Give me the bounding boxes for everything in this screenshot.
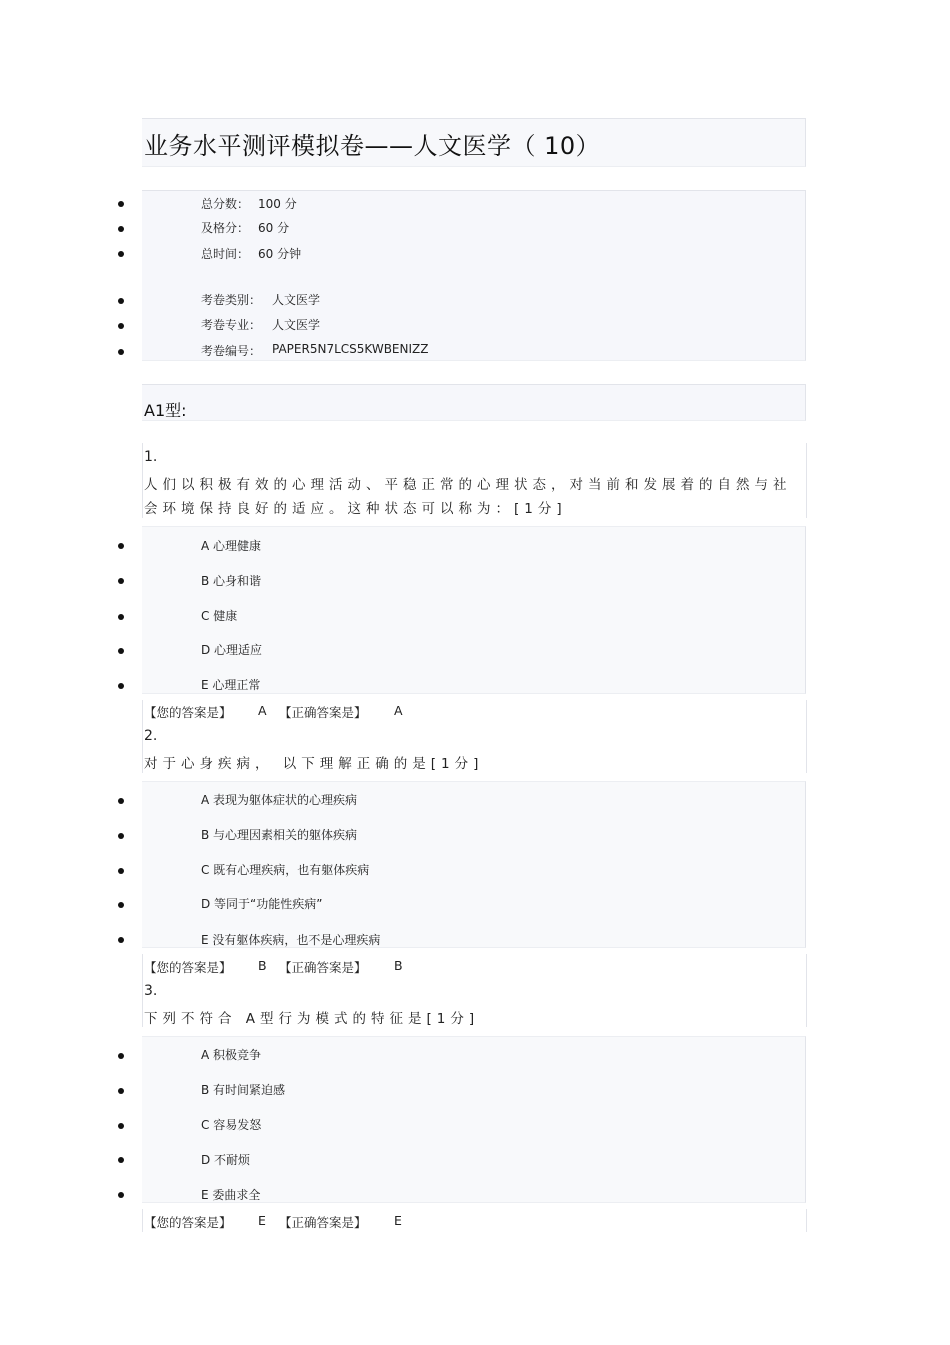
your-answer-label: 【您的答案是】 bbox=[144, 1215, 232, 1230]
bullet bbox=[118, 648, 124, 654]
page-title: 业务水平测评模拟卷——人文医学（ 10） bbox=[144, 132, 601, 160]
question-text: 人们以积极有效的心理活动、平稳正常的心理状态，对当前和发展着的自然与社 bbox=[144, 477, 792, 493]
option-b[interactable]: B 有时间紧迫感 bbox=[201, 1083, 286, 1097]
category-label: 考卷类别： bbox=[201, 293, 262, 307]
divider bbox=[142, 1209, 143, 1232]
option-d[interactable]: D 心理适应 bbox=[201, 643, 263, 657]
bullet bbox=[118, 833, 124, 839]
category-value: 人文医学 bbox=[272, 293, 321, 307]
total-time-value: 60 分钟 bbox=[258, 247, 302, 261]
bullet bbox=[118, 683, 124, 689]
option-a[interactable]: A 表现为躯体症状的心理疾病 bbox=[201, 793, 358, 807]
correct-answer-value: E bbox=[394, 1213, 402, 1228]
your-answer-value: A bbox=[258, 703, 267, 718]
bullet bbox=[118, 868, 124, 874]
bullet bbox=[118, 937, 124, 943]
bullet bbox=[118, 1088, 124, 1094]
your-answer-value: E bbox=[258, 1213, 266, 1228]
question-text: 下列不符合 A型行为模式的特征是[1分] bbox=[144, 1011, 480, 1027]
correct-answer-label: 【正确答案是】 bbox=[279, 960, 367, 975]
pass-score-label: 及格分： bbox=[201, 221, 250, 235]
question-text: 会环境保持良好的适应。这种状态可以称为：[1分] bbox=[144, 501, 567, 517]
option-a[interactable]: A 积极竞争 bbox=[201, 1048, 262, 1062]
divider bbox=[806, 1209, 807, 1232]
bullet bbox=[118, 798, 124, 804]
option-b[interactable]: B 心身和谐 bbox=[201, 574, 262, 588]
question-text: 对于心身疾病， 以下理解正确的是[1分] bbox=[144, 756, 484, 772]
your-answer-label: 【您的答案是】 bbox=[144, 960, 232, 975]
pass-score-value: 60 分 bbox=[258, 221, 290, 235]
code-label: 考卷编号： bbox=[201, 344, 262, 358]
correct-answer-value: A bbox=[394, 703, 403, 718]
bullet bbox=[118, 902, 124, 908]
option-c[interactable]: C 容易发怒 bbox=[201, 1118, 262, 1132]
bullet bbox=[118, 1053, 124, 1059]
total-score-value: 100 分 bbox=[258, 197, 297, 211]
bullet bbox=[118, 201, 124, 207]
divider bbox=[806, 443, 807, 518]
bullet bbox=[118, 226, 124, 232]
option-b[interactable]: B 与心理因素相关的躯体疾病 bbox=[201, 828, 358, 842]
bullet bbox=[118, 298, 124, 304]
option-c[interactable]: C 既有心理疾病，也有躯体疾病 bbox=[201, 863, 370, 877]
bullet bbox=[118, 323, 124, 329]
question-number: 2. bbox=[144, 728, 158, 744]
your-answer-value: B bbox=[258, 958, 267, 973]
divider bbox=[142, 443, 143, 518]
info-box bbox=[142, 190, 806, 361]
bullet bbox=[118, 1123, 124, 1129]
option-c[interactable]: C 健康 bbox=[201, 609, 238, 623]
total-time-label: 总时间： bbox=[201, 247, 250, 261]
your-answer-label: 【您的答案是】 bbox=[144, 705, 232, 720]
option-e[interactable]: E 没有躯体疾病，也不是心理疾病 bbox=[201, 933, 381, 947]
major-value: 人文医学 bbox=[272, 318, 321, 332]
bullet bbox=[118, 349, 124, 355]
total-score-label: 总分数： bbox=[201, 197, 250, 211]
bullet bbox=[118, 614, 124, 620]
question-number: 1. bbox=[144, 449, 158, 465]
question-number: 3. bbox=[144, 983, 158, 999]
bullet bbox=[118, 1157, 124, 1163]
correct-answer-label: 【正确答案是】 bbox=[279, 1215, 367, 1230]
bullet bbox=[118, 543, 124, 549]
option-e[interactable]: E 心理正常 bbox=[201, 678, 261, 692]
code-value: PAPER5N7LCS5KWBENIZZ bbox=[272, 342, 429, 356]
section-title: A1型: bbox=[144, 401, 187, 420]
option-d[interactable]: D 等同于“功能性疾病” bbox=[201, 897, 323, 911]
divider bbox=[142, 700, 143, 773]
option-a[interactable]: A 心理健康 bbox=[201, 539, 262, 553]
bullet bbox=[118, 251, 124, 257]
divider bbox=[806, 700, 807, 773]
divider bbox=[806, 954, 807, 1027]
bullet bbox=[118, 578, 124, 584]
correct-answer-value: B bbox=[394, 958, 403, 973]
option-d[interactable]: D 不耐烦 bbox=[201, 1153, 251, 1167]
option-e[interactable]: E 委曲求全 bbox=[201, 1188, 261, 1202]
divider bbox=[142, 954, 143, 1027]
section-header-box bbox=[142, 384, 806, 421]
bullet bbox=[118, 1192, 124, 1198]
major-label: 考卷专业： bbox=[201, 318, 262, 332]
correct-answer-label: 【正确答案是】 bbox=[279, 705, 367, 720]
